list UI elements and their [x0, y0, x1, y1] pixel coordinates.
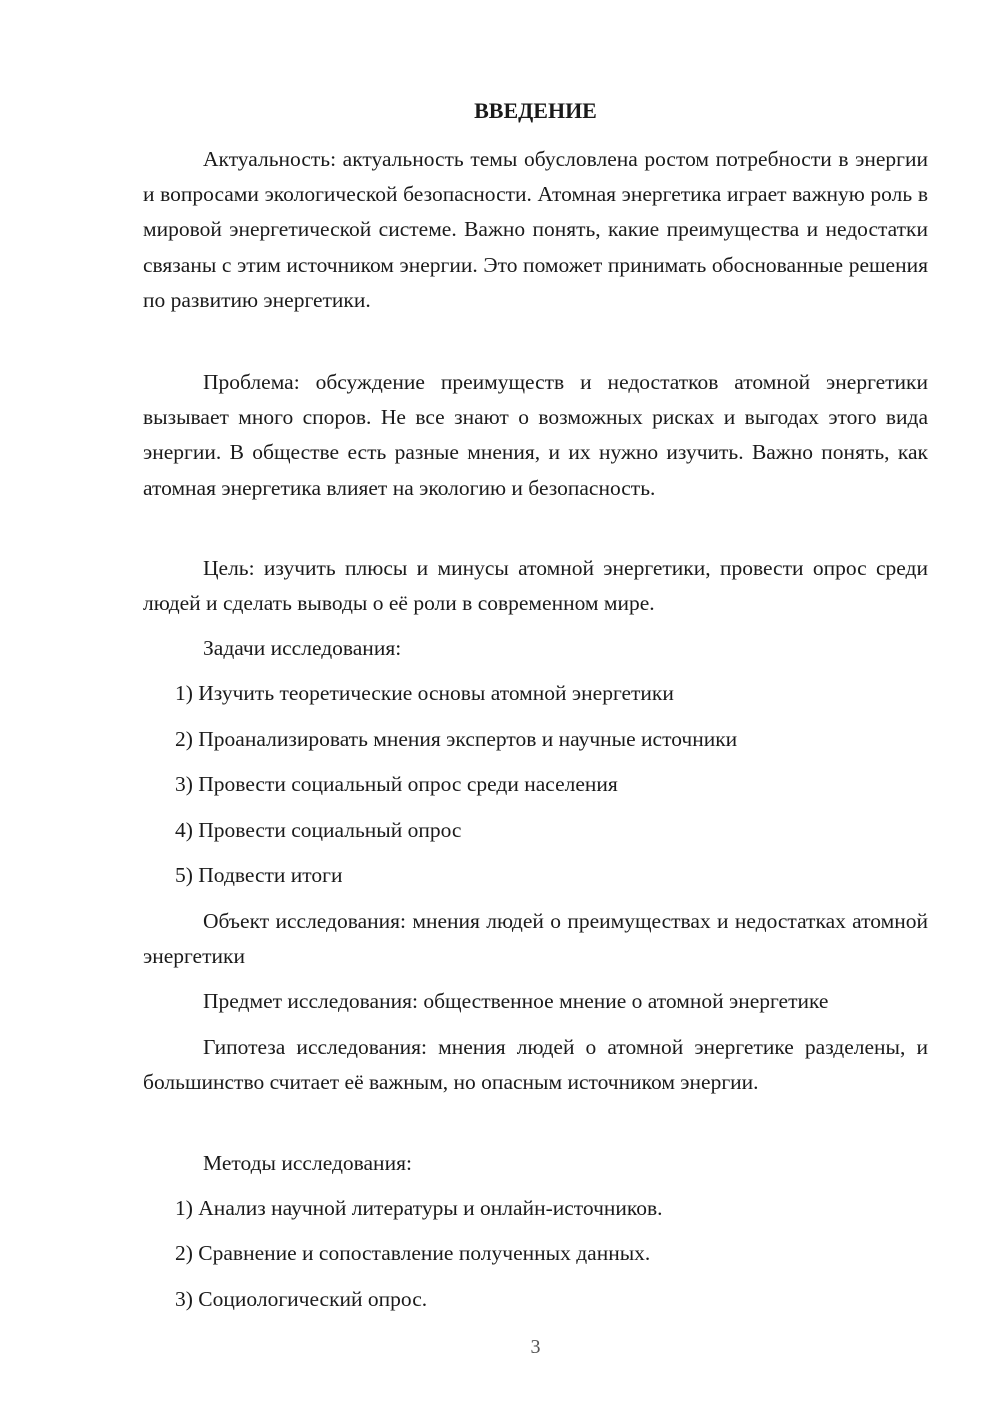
methods-label: Методы исследования:	[203, 1151, 412, 1175]
paragraph-subject: Предмет исследования: общественное мнение о атомной энергетике	[203, 989, 829, 1013]
task-item: 2) Проанализировать мнения экспертов и научные источники	[175, 727, 738, 751]
task-item: 3) Провести социальный опрос среди населения	[175, 772, 618, 796]
method-item: 3) Социологический опрос.	[175, 1287, 428, 1311]
method-item: 1) Анализ научной литературы и онлайн-источников.	[175, 1196, 663, 1220]
paragraph-relevance: Актуальность: актуальность темы обусловлена ростом потребности в энергии и вопросами экологической безопасности. Атомная энергетика играет важную роль в мировой энергетической системе. Важно понять, какие преимущества и недостатки связаны с этим источником энергии. Это поможет принимать обоснованные решения по развитию энергетики.	[143, 147, 928, 312]
task-item: 4) Провести социальный опрос	[175, 818, 462, 842]
page-title: ВВЕДЕНИЕ	[474, 98, 597, 123]
paragraph-object: Объект исследования: мнения людей о преимуществах и недостатках атомной энергетики	[143, 909, 928, 969]
method-item: 2) Сравнение и сопоставление полученных данных.	[175, 1241, 651, 1265]
tasks-label: Задачи исследования:	[203, 636, 402, 660]
paragraph-hypothesis: Гипотеза исследования: мнения людей о атомной энергетике разделены, и большинство считает её важным, но опасным источником энергии.	[143, 1035, 928, 1095]
paragraph-goal: Цель: изучить плюсы и минусы атомной энергетики, провести опрос среди людей и сделать выводы о её роли в современном мире.	[143, 556, 928, 616]
page-number: 3	[530, 1336, 541, 1358]
paragraph-problem: Проблема: обсуждение преимуществ и недостатков атомной энергетики вызывает много споров. Не все знают о возможных рисках и выгодах этого вида энергии. В обществе есть разные мнения, и их нужно изучить. Важно понять, как атомная энергетика влияет на экологию и безопасность.	[143, 370, 928, 500]
task-item: 5) Подвести итоги	[175, 863, 343, 887]
task-item: 1) Изучить теоретические основы атомной энергетики	[175, 681, 674, 705]
